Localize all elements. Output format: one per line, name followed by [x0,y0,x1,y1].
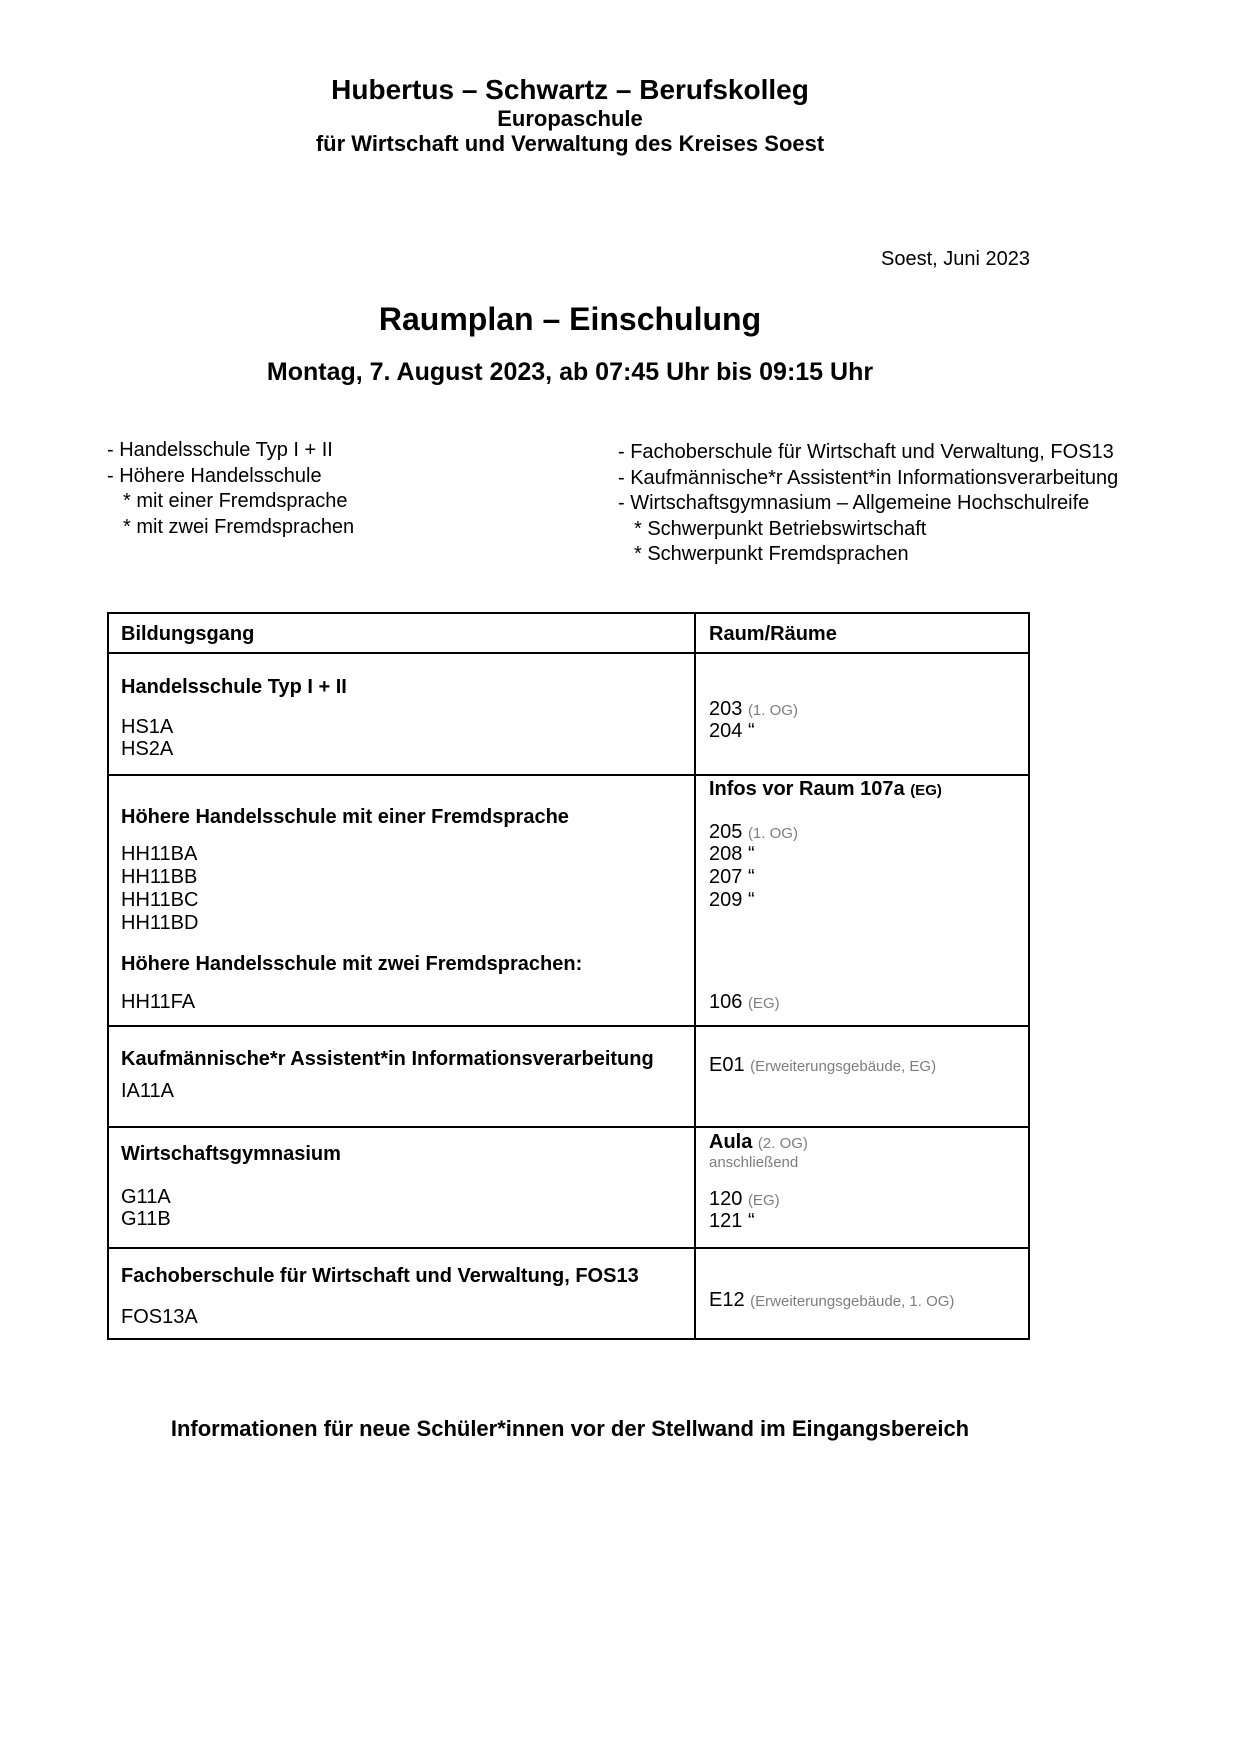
room-assignment [709,1053,936,1079]
list-item: - Handelsschule Typ I + II [107,439,333,461]
program-heading: Höhere Handelsschule mit zwei Fremdsprachen: [121,953,583,975]
ditto-mark: “ [747,889,755,911]
room-number: 121 [709,1210,743,1232]
list-item: * mit zwei Fremdsprachen [123,515,355,538]
ditto-mark: “ [747,720,755,742]
room-location: (2. OG) [757,1135,808,1152]
ditto-mark: “ [747,843,755,865]
room-location: (Erweiterungsgebäude, 1. OG) [750,1293,955,1310]
program-list-left [107,438,354,540]
class-code: HH11BA [121,843,198,865]
room-number: 203 [709,698,743,720]
table-row-divider [109,774,1028,776]
letterhead [105,74,1035,156]
room-assignment [709,865,755,889]
table-column-divider [694,614,696,1338]
list-item: * Schwerpunkt Fremdsprachen [634,543,909,565]
footer-note: Informationen für neue Schüler*innen vor der Stellwand im Eingangsbereich [170,1416,970,1441]
room-number: E12 [709,1289,745,1311]
class-code: FOS13A [121,1306,198,1328]
info-location: (EG) [910,782,942,799]
class-code: HH11FA [121,991,196,1013]
room-location: (EG) [747,1192,780,1209]
room-assignment [709,719,755,743]
ditto-mark: “ [747,1210,755,1232]
class-code: HH11BD [121,912,199,934]
school-name: Hubertus – Schwartz – Berufskolleg [331,74,809,105]
room-number: 106 [709,991,743,1013]
school-type-line: Europaschule [497,106,643,131]
room-assignment [709,888,755,912]
list-item: - Fachoberschule für Wirtschaft und Verwaltung, FOS13 [618,441,1114,463]
info-text: Infos vor Raum 107a [709,778,905,800]
room-number: Aula [709,1131,753,1153]
program-heading: Höhere Handelsschule mit einer Fremdsprache [121,806,569,828]
class-code: IA11A [121,1080,174,1102]
table-row-divider [109,1126,1028,1128]
room-number: 207 [709,866,743,888]
table-col-header-raum: Raum/Räume [709,623,837,645]
list-item: * Schwerpunkt Betriebswirtschaft [634,517,927,540]
program-list-right [618,440,1118,568]
program-heading: Fachoberschule für Wirtschaft und Verwaltung, FOS13 [121,1265,639,1287]
room-location: (1. OG) [747,702,798,719]
table-row-divider [109,1247,1028,1249]
list-item: - Wirtschaftsgymnasium – Allgemeine Hochschulreife [618,492,1090,514]
room-assignment [709,1288,954,1314]
list-item: - Kaufmännische*r Assistent*in Informationsverarbeitung [618,466,1119,489]
list-item: - Höhere Handelsschule [107,464,322,487]
page-title: Raumplan – Einschulung [378,301,762,337]
note-anschliessend: anschließend [709,1154,799,1171]
event-datetime-subtitle: Montag, 7. August 2023, ab 07:45 Uhr bis 09:15 Uhr [266,358,874,386]
table-col-header-bildungsgang: Bildungsgang [121,623,255,645]
room-number: E01 [709,1054,745,1076]
room-number: 205 [709,821,743,843]
class-code: HS1A [121,716,174,738]
room-number: 120 [709,1188,743,1210]
room-table [107,612,1030,1340]
table-row-divider [109,1025,1028,1027]
room-location: (1. OG) [747,825,798,842]
room-location: (Erweiterungsgebäude, EG) [750,1058,937,1075]
class-code: HH11BC [121,889,199,911]
room-assignment [709,990,780,1016]
program-heading: Handelsschule Typ I + II [121,676,347,698]
room-assignment [709,1209,755,1233]
class-code: G11B [121,1208,171,1230]
school-descriptor-line: für Wirtschaft und Verwaltung des Kreises Soest [315,131,825,156]
room-location: (EG) [747,995,780,1012]
program-heading: Wirtschaftsgymnasium [121,1143,341,1165]
dateline: Soest, Juni 2023 [881,248,1030,270]
table-row-divider [109,652,1028,654]
info-heading [709,777,942,803]
room-assignment [709,842,755,866]
room-number: 208 [709,843,743,865]
class-code: HS2A [121,738,174,760]
ditto-mark: “ [747,866,755,888]
room-number: 209 [709,889,743,911]
program-heading: Kaufmännische*r Assistent*in Informationsverarbeitung [121,1048,654,1070]
class-code: G11A [121,1186,171,1208]
room-number: 204 [709,720,743,742]
class-code: HH11BB [121,866,198,888]
list-item: * mit einer Fremdsprache [123,490,348,512]
